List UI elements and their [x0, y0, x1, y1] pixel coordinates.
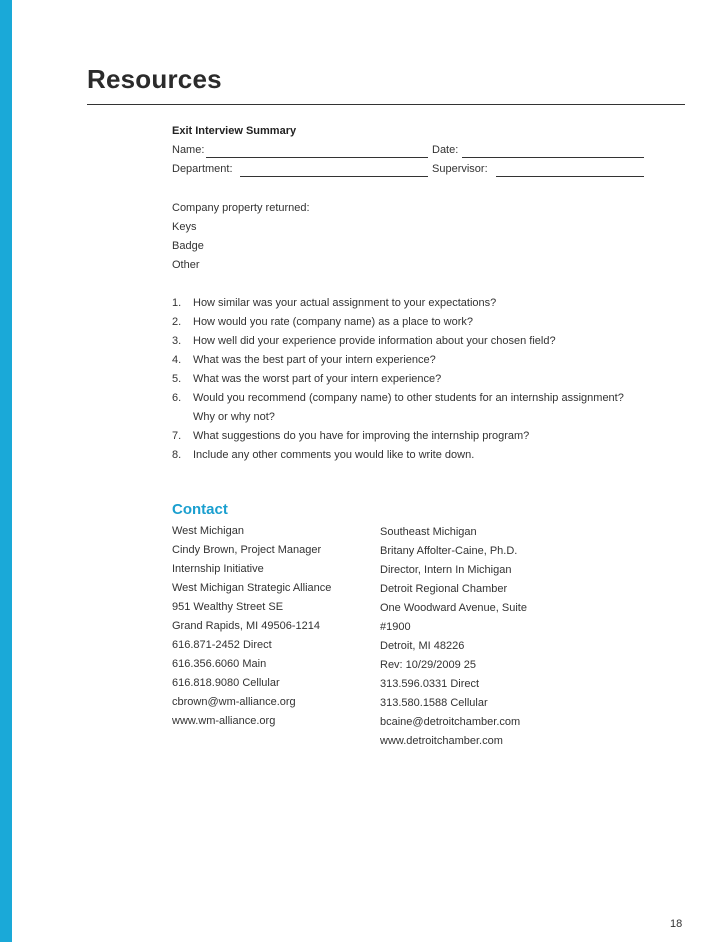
- question-number: 6.: [172, 392, 182, 404]
- southeast-phone-direct: 313.596.0331 Direct: [380, 678, 480, 690]
- page-title: Resources: [87, 64, 222, 94]
- department-field[interactable]: [240, 176, 428, 177]
- southeast-email: bcaine@detroitchamber.com: [380, 716, 521, 728]
- property-returned-label: Company property returned:: [172, 202, 310, 214]
- question-number: 7.: [172, 430, 182, 442]
- question-text: How would you rate (company name) as a place to work?: [193, 316, 474, 328]
- west-city: Grand Rapids, MI 49506-1214: [172, 620, 320, 632]
- southeast-website: www.detroitchamber.com: [380, 735, 503, 747]
- supervisor-field[interactable]: [496, 176, 644, 177]
- date-field[interactable]: [462, 157, 644, 158]
- question-number: 8.: [172, 449, 182, 461]
- west-phone-direct: 616.871-2452 Direct: [172, 639, 272, 651]
- west-phone-cell: 616.818.9080 Cellular: [172, 677, 280, 689]
- southeast-suite: #1900: [380, 621, 411, 633]
- southeast-city: Detroit, MI 48226: [380, 640, 465, 652]
- southeast-title: Director, Intern In Michigan: [380, 564, 512, 576]
- question-text: What was the best part of your intern experience?: [193, 354, 436, 366]
- west-region: West Michigan: [172, 525, 244, 537]
- west-contact-name: Cindy Brown, Project Manager: [172, 544, 322, 556]
- southeast-organization: Detroit Regional Chamber: [380, 583, 508, 595]
- question-text: How well did your experience provide information about your chosen field?: [193, 335, 556, 347]
- question-number: 2.: [172, 316, 182, 328]
- property-item-badge: Badge: [172, 240, 204, 252]
- name-label: Name:: [172, 144, 205, 156]
- southeast-contact-name: Britany Affolter-Caine, Ph.D.: [380, 545, 518, 557]
- page-number: 18: [670, 918, 683, 930]
- question-number: 5.: [172, 373, 182, 385]
- west-street: 951 Wealthy Street SE: [172, 601, 284, 613]
- question-text: Include any other comments you would like to write down.: [193, 449, 475, 461]
- southeast-region: Southeast Michigan: [380, 526, 477, 538]
- west-website: www.wm-alliance.org: [172, 715, 276, 727]
- question-number: 4.: [172, 354, 182, 366]
- question-text: Would you recommend (company name) to other students for an internship assignment?: [193, 392, 624, 404]
- department-label: Department:: [172, 163, 233, 175]
- southeast-street: One Woodward Avenue, Suite: [380, 602, 527, 614]
- question-text: What suggestions do you have for improving the internship program?: [193, 430, 530, 442]
- title-divider: [87, 104, 685, 105]
- date-label: Date:: [432, 144, 459, 156]
- supervisor-label: Supervisor:: [432, 163, 488, 175]
- name-field[interactable]: [206, 157, 428, 158]
- question-text: What was the worst part of your intern experience?: [193, 373, 442, 385]
- question-number: 3.: [172, 335, 182, 347]
- west-organization: West Michigan Strategic Alliance: [172, 582, 332, 594]
- exit-interview-heading: Exit Interview Summary: [172, 125, 297, 137]
- contact-heading: Contact: [172, 501, 228, 518]
- southeast-revision: Rev: 10/29/2009 25: [380, 659, 477, 671]
- question-text: How similar was your actual assignment to your expectations?: [193, 297, 497, 309]
- question-continuation: Why or why not?: [193, 411, 275, 423]
- question-number: 1.: [172, 297, 182, 309]
- west-program: Internship Initiative: [172, 563, 264, 575]
- property-item-other: Other: [172, 259, 200, 271]
- side-accent-bar: [0, 0, 12, 942]
- southeast-phone-cell: 313.580.1588 Cellular: [380, 697, 488, 709]
- west-phone-main: 616.356.6060 Main: [172, 658, 267, 670]
- property-item-keys: Keys: [172, 221, 197, 233]
- west-email: cbrown@wm-alliance.org: [172, 696, 296, 708]
